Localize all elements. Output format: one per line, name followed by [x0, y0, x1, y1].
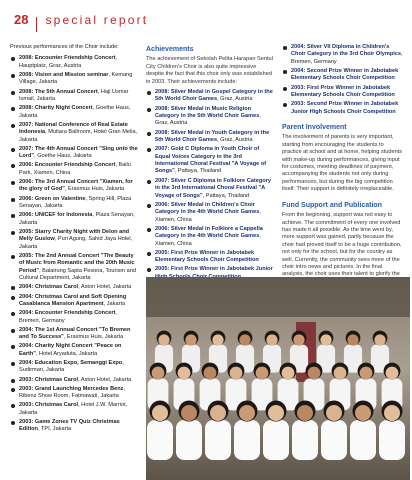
item-title: 2008: Vision and Mission seminar	[19, 72, 109, 79]
choir-member-body	[234, 420, 260, 460]
item-title: 2006: The 3rd Annual Concert "Xiamen, for the glory of God"	[19, 179, 133, 193]
list-item	[10, 377, 138, 384]
bullet-icon	[283, 103, 287, 107]
item-detail: , Spring Hill, Plaza Senayan, Jakarta	[19, 195, 132, 210]
achievements-column	[146, 44, 274, 307]
bullet-icon	[11, 421, 15, 425]
item-detail: , Jakarta	[103, 300, 126, 307]
bullet-icon	[11, 362, 15, 366]
list-item	[282, 101, 404, 116]
list-item	[10, 72, 138, 87]
bullet-icon	[11, 404, 15, 408]
choir-member-body	[379, 420, 405, 460]
choir-member-face	[334, 367, 347, 380]
list-item	[282, 85, 404, 100]
item-title: 2006: Silver Medal in Folklore a Cappella Category in the 4th World Choir Games	[155, 225, 263, 240]
choir-member-face	[152, 367, 165, 380]
item-title: 2007: Silver C Diploma in Folklore Category in the 3rd International Choral Festival "A Voyage of Songs"	[155, 177, 271, 199]
choir-member-face	[230, 367, 243, 380]
item-title: 2006: Encounter Friendship Concert	[19, 162, 116, 169]
achievements-heading: Achievements	[146, 46, 194, 53]
list-item	[282, 44, 404, 66]
performances-list	[10, 55, 138, 433]
item-title: 2006: Green on Valentine	[19, 195, 86, 202]
choir-member-face	[239, 405, 255, 421]
item-detail: , Bremen, Germany	[291, 51, 403, 65]
item-detail: , Hotel Aryaduta, Jakarta	[35, 350, 98, 357]
choir-member-face	[158, 334, 169, 345]
item-title: 2004: Christmas Carol and Soft Opening Casablanca Mansion Apartment	[19, 293, 127, 307]
choir-member-face	[256, 367, 269, 380]
choir-member-face	[297, 405, 313, 421]
item-title: 2008: Silver Medal in Gospel Category in the 5th World Choir Games	[155, 89, 273, 103]
list-item	[10, 89, 138, 104]
choir-member-body	[350, 420, 376, 460]
right-column	[282, 44, 404, 289]
performances-column	[10, 44, 138, 436]
list-item	[10, 196, 138, 211]
item-title: 2004: Education Expo, Semanggi Expo	[19, 359, 123, 366]
parent-involvement-text: The involvement of parents is very important, starting from encouraging the students to practice at school and at home, helping students with make-up during performances, giving input for costumes, meeting deadlines of payment, accompanying the students not only during performances, but during the big competition itself. Their support is definitely irreplaceable.	[282, 134, 403, 193]
item-detail: , Hauptplatz, Graz, Austria	[19, 55, 117, 69]
list-item	[10, 105, 138, 120]
bullet-icon	[11, 148, 15, 152]
bullet-icon	[11, 388, 15, 392]
item-title: 2004: Christmas Carol	[19, 284, 79, 291]
item-detail: , Plaza Senayan, Jakarta	[19, 212, 135, 226]
choir-group-photo	[146, 277, 410, 480]
item-title: 2008: Encounter Friendship Concert	[19, 55, 116, 62]
bullet-icon	[11, 107, 15, 111]
item-detail: , Xiamen, China	[155, 209, 261, 223]
bullet-icon	[11, 255, 15, 259]
bullet-icon	[147, 108, 151, 112]
item-detail: , TPI, Jakarta	[37, 426, 72, 433]
bullet-icon	[11, 329, 15, 333]
item-detail: , Sudirman, Jakarta	[19, 359, 124, 374]
item-title: 2007: The 4th Annual Concert "Sing unto the Lord"	[19, 145, 138, 160]
item-detail: , Pattaya, Thailand	[174, 168, 222, 175]
performances-intro: Previous performances of the Choir include:	[10, 44, 119, 50]
bullet-icon	[147, 132, 151, 136]
item-title: 2005: First Prize Winner in Jabotabek Elementary Schools Choir Competition	[155, 249, 259, 264]
list-item	[10, 284, 138, 291]
bullet-icon	[11, 91, 15, 95]
choir-member-face	[204, 367, 217, 380]
item-detail: , Haji Usmar Ismail, Jakarta	[19, 88, 129, 103]
item-title: 2007: National Conference of Real Estate Indonesia	[19, 121, 128, 136]
bullet-icon	[11, 345, 15, 349]
bullet-icon	[11, 296, 15, 300]
choir-member-body	[321, 420, 347, 460]
list-item	[146, 106, 274, 128]
choir-member-face	[268, 405, 284, 421]
bullet-icon	[11, 312, 15, 316]
list-item	[10, 310, 138, 325]
bullet-icon	[147, 180, 151, 184]
item-detail: , Graz, Austria	[217, 96, 253, 103]
bullet-icon	[11, 74, 15, 78]
item-title: 2008: Charity Night Concert	[19, 105, 93, 112]
item-detail: , Goethe Haus, Jakarta	[34, 153, 92, 160]
fund-support-text: From the beginning, support was not easy to achieve. The commitment of every one involved has made it all possible. As the time went by, more support was gained, partly because the choir had proved itself to be a huge contribution, not only for the school, but for the country as well. Currently, the community sees more of the choir intro news and pictures. In the final analysis, the choir uses their talent to glorify the	[282, 212, 402, 278]
list-item	[10, 294, 138, 309]
fund-support-heading: Fund Support and Publication	[282, 201, 382, 209]
bullet-icon	[11, 379, 15, 383]
item-title: 2008: Silver Medal in Music Religion Category in the 5th World Choir Games	[155, 105, 260, 120]
item-detail: , Graz, Austria	[217, 137, 253, 144]
item-detail: , Erasmus Huis, Jakarta	[64, 186, 125, 193]
choir-member-face	[308, 367, 321, 380]
choir-member-face	[347, 334, 358, 345]
item-title: 2008: The 5th Annual Concert	[19, 88, 98, 95]
list-item	[146, 146, 274, 176]
header-divider	[36, 17, 37, 32]
item-title: 2004: Silver VII Diploma in Children's Choir Category in the 3rd Choir Olympics	[291, 44, 402, 58]
item-detail: , Aston Hotel, Jakarta	[78, 284, 132, 291]
choir-member-body	[147, 420, 173, 460]
choir-member-face	[266, 334, 277, 345]
choir-member-face	[355, 405, 371, 421]
choir-member-face	[293, 334, 304, 345]
item-detail: , Xiamen, China	[155, 233, 261, 247]
item-title: 2005: Starry Charity Night with Delon and Melly Guslow	[19, 228, 130, 243]
item-title: 2004: Encounter Friendship Concert	[19, 310, 116, 317]
choir-member-face	[374, 334, 385, 345]
item-detail: , Puri Agung, Sahid Jaya Hotel, Jakarta	[19, 236, 133, 250]
item-title: 2007: Gold C Diploma in Youth Choir of Equal Voices Category in the 3rd International Choral Festival "A Voyage of Songs"	[155, 146, 267, 175]
item-title: 2003: First Prize Winner in Jabotabek Elementary Schools Choir Competition	[291, 84, 395, 99]
item-title: 2003: Christmas Carol	[19, 376, 79, 383]
choir-member-face	[326, 405, 342, 421]
bullet-icon	[11, 164, 15, 168]
list-item	[10, 146, 138, 161]
list-item	[146, 202, 274, 224]
list-item	[10, 360, 138, 375]
choir-member-face	[212, 334, 223, 345]
item-title: 2005: First Prize Winner in Jabotabek Junior	[155, 266, 273, 273]
bullet-icon	[283, 70, 287, 74]
choir-member-body	[205, 420, 231, 460]
item-detail: , Erasmus Huis, Jakarta	[63, 334, 124, 341]
bullet-icon	[283, 87, 287, 91]
bullet-icon	[147, 268, 151, 272]
section-title: special report	[45, 13, 149, 27]
item-title: 2003: Second Prize Winner in Jabotabek Junior High Schools Choir Competition	[291, 101, 399, 115]
bullet-icon	[11, 214, 15, 218]
choir-member-face	[210, 405, 226, 421]
page-header	[14, 12, 148, 36]
list-item	[146, 130, 274, 145]
achievements-list	[146, 89, 274, 305]
choir-member-body	[176, 420, 202, 460]
item-detail: , Hotel J.W. Marriot, Jakarta	[19, 402, 128, 416]
item-title: 2003: Grand Launching Mercedes Benz	[19, 385, 124, 392]
choir-member-face	[282, 367, 295, 380]
bullet-icon	[147, 228, 151, 232]
item-detail: , Bremen, Germany	[19, 310, 117, 324]
choir-member-face	[320, 334, 331, 345]
item-title: 2003: Christmas Carol	[19, 402, 79, 409]
item-detail: , Pattaya, Thailand	[202, 192, 250, 199]
bullet-icon	[11, 198, 15, 202]
list-item	[146, 178, 274, 200]
bullet-icon	[147, 204, 151, 208]
item-title: 2006: UNICEF for Indonesia	[19, 212, 93, 219]
bullet-icon	[147, 148, 151, 152]
list-item	[10, 402, 138, 417]
item-detail: , Goethe Haus, Jakarta	[19, 105, 131, 119]
page-number: 28	[14, 12, 29, 27]
list-item	[10, 162, 138, 177]
choir-member-face	[181, 405, 197, 421]
parent-involvement-heading: Parent Involvement	[282, 124, 347, 132]
list-item	[10, 229, 138, 251]
choir-member-face	[152, 405, 168, 421]
item-title: 2005: The 2nd Annual Concert "The Beauty of Music from Romantic and the 20th Music Period"	[19, 252, 135, 274]
choir-member-face	[386, 367, 399, 380]
list-item	[146, 89, 274, 104]
bullet-icon	[11, 124, 15, 128]
list-item	[10, 122, 138, 144]
item-detail: , Kemang Village, Jakarta	[19, 72, 133, 86]
choir-member-face	[185, 334, 196, 345]
choir-member-face	[360, 367, 373, 380]
list-item	[10, 327, 138, 342]
bullet-icon	[11, 57, 15, 61]
list-item	[146, 226, 274, 248]
item-title: 2004: The 1st Annual Concert "To Bremen and To Success"	[19, 326, 131, 341]
item-detail: , Graz, Austria	[155, 113, 261, 127]
bullet-icon	[11, 181, 15, 185]
item-title: 2004: Second Prize Winner in Jabotabek Elementary Schools Choir Competition	[291, 68, 399, 82]
bullet-icon	[283, 46, 287, 50]
bullet-icon	[147, 91, 151, 95]
list-item	[10, 419, 138, 434]
choir-member-body	[263, 420, 289, 460]
achievements-list-continued	[282, 44, 404, 116]
list-item	[10, 212, 138, 227]
list-item	[282, 68, 404, 83]
item-detail: , Balairung Sapta Pesona, Tourism and Cultural Department, Jakarta	[19, 267, 136, 282]
item-title: 2008: Silver Medal in Youth Category in the 5th World Choir Games	[155, 129, 270, 144]
item-detail: , Bailu Park, Xiamen, China	[19, 162, 131, 176]
item-title: 2006: Silver Medal in Children's Choir Category in the 4th World Choir Games	[155, 201, 260, 216]
list-item	[10, 55, 138, 70]
choir-member-face	[239, 334, 250, 345]
choir-member-face	[384, 405, 400, 421]
list-item	[10, 253, 138, 283]
list-item	[146, 250, 274, 265]
bullet-icon	[11, 286, 15, 290]
item-detail: , Aston Hotel, Jakarta	[78, 376, 132, 383]
list-item	[10, 343, 138, 358]
photo-illustration	[146, 277, 410, 480]
item-title: 2004: Charity Night Concert "Peace on Earth"	[19, 343, 122, 357]
item-title: 2003: Game Zones TV Quiz Christmas Edition	[19, 419, 120, 433]
bullet-icon	[11, 231, 15, 235]
choir-member-face	[178, 367, 191, 380]
bullet-icon	[147, 252, 151, 256]
item-detail: , Mutiara Ballroom, Hotel Gran Melia, Jakarta	[19, 129, 138, 143]
item-detail: , Ribenz Show Room, Fatmawati, Jakarta	[19, 385, 126, 400]
list-item	[10, 386, 138, 401]
list-item	[10, 179, 138, 194]
achievements-intro: The achievement of Sekolah Pelita Harapan Sentul City Children's Choir is also quite impressive despite the fact that this choir only was established in 2003. Their achievements include:	[146, 56, 273, 85]
choir-member-body	[292, 420, 318, 460]
